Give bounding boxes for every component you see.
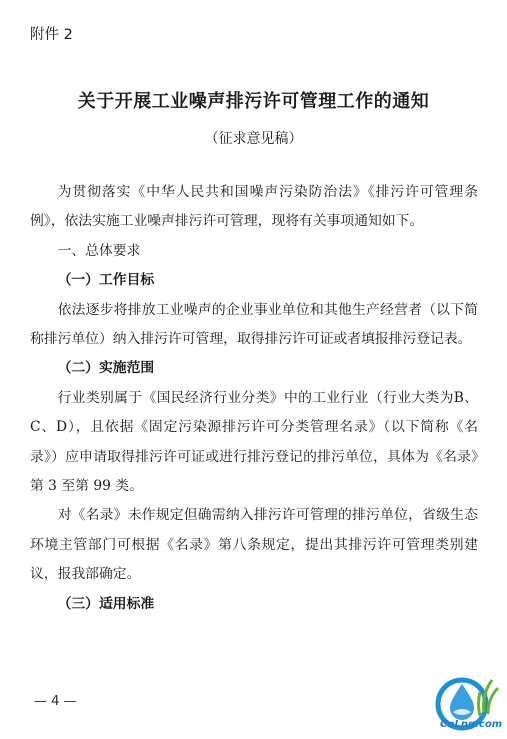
intro-paragraph: 为贯彻落实《中华人民共和国噪声污染防治法》《排污许可管理条例》，依法实施工业噪声排污许可管理，现将有关事项通知如下。 bbox=[30, 184, 478, 230]
attachment-label: 附件 2 bbox=[30, 27, 73, 43]
subsection-heading-goal: （一）工作目标 bbox=[57, 272, 155, 289]
subsection-heading-scope: （二）实施范围 bbox=[57, 360, 155, 377]
subsection-heading-standards: （三）适用标准 bbox=[57, 595, 155, 612]
document-title: 关于开展工业噪声排污许可管理工作的通知 bbox=[77, 91, 430, 112]
document-subtitle: （征求意见稿） bbox=[204, 131, 303, 147]
document-body bbox=[30, 178, 478, 619]
goal-paragraph: 依法逐步将排放工业噪声的企业事业单位和其他生产经营者（以下简称排污单位）纳入排污许可管理，取得排污许可证或者填报排污登记表。 bbox=[30, 301, 478, 348]
scope-paragraph-2: 对《名录》未作规定但确需纳入排污许可管理的排污单位，省级生态环境主管部门可根据《名录》第八条规定，提出其排污许可管理类别建议，报我部确定。 bbox=[30, 507, 478, 583]
section-heading-general: 一、总体要求 bbox=[57, 242, 141, 259]
page-number: — 4 — bbox=[34, 694, 77, 709]
scope-paragraph: 行业类别属于《国民经济行业分类》中的工业行业（行业大类为B、C、D），且依据《固定污染源排污许可分类管理名录》（以下简称《名录》）应申请取得排污许可证或进行排污登记的排污单位，具体为《名录》第 3 至第 99 类。 bbox=[30, 389, 478, 495]
watermark-text: CnLng.com bbox=[440, 719, 503, 730]
